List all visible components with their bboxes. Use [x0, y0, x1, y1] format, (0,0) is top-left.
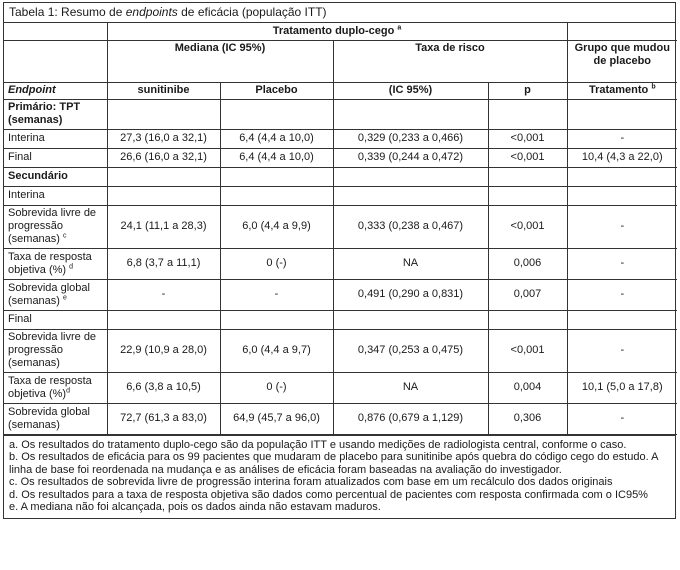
header-row-columns	[4, 82, 677, 99]
cell-ic95: NA	[333, 372, 488, 403]
table-row	[4, 148, 677, 167]
cell-placebo: 6,4 (4,4 a 10,0)	[220, 148, 333, 167]
cell-treatment: -	[567, 279, 677, 310]
section-primary-label: Primário: TPT (semanas)	[4, 99, 107, 129]
cell-p: <0,001	[488, 205, 567, 248]
cell-p: <0,001	[488, 329, 567, 372]
cell-treatment: 10,4 (4,3 a 22,0)	[567, 148, 677, 167]
title-emphasis: endpoints	[125, 5, 178, 19]
table-row	[4, 129, 677, 148]
section-primary	[4, 99, 677, 129]
cell-p: 0,306	[488, 403, 567, 434]
header-row-sub	[4, 40, 677, 82]
cell-placebo: 64,9 (45,7 a 96,0)	[220, 403, 333, 434]
cell-placebo: 6,0 (4,4 a 9,7)	[220, 329, 333, 372]
section-secondary-label: Secundário	[4, 167, 107, 186]
cell-ic95: 0,339 (0,244 a 0,472)	[333, 148, 488, 167]
header-risk-rate: Taxa de risco	[333, 40, 567, 82]
row-label: Final	[4, 148, 107, 167]
section-final-label: Final	[4, 310, 107, 329]
cell-treatment: 10,1 (5,0 a 17,8)	[567, 372, 677, 403]
cell-p: 0,007	[488, 279, 567, 310]
row-label: Sobrevida livre de progressão (semanas) $^c$	[4, 205, 107, 248]
cell-placebo: 0 (-)	[220, 372, 333, 403]
table-row	[4, 403, 677, 434]
footnote-a: a. Os resultados do tratamento duplo-cego são da população ITT e usando medições de radiologista central, conforme o caso.	[9, 438, 627, 451]
footnote-e: e. A mediana não foi alcançada, pois os dados ainda não estavam maduros.	[9, 501, 381, 513]
table-row	[4, 329, 677, 372]
section-interim-label: Interina	[4, 186, 107, 205]
table-row	[4, 205, 677, 248]
cell-placebo: 6,4 (4,4 a 10,0)	[220, 129, 333, 148]
cell-treatment: -	[567, 248, 677, 279]
section-secondary	[4, 167, 677, 186]
cell-p: <0,001	[488, 129, 567, 148]
title-suffix: de eficácia (população ITT)	[177, 5, 327, 19]
cell-p: 0,004	[488, 372, 567, 403]
title-prefix: Tabela 1: Resumo de	[9, 5, 126, 19]
row-label: Sobrevida livre de progressão (semanas)	[4, 329, 107, 372]
table-row	[4, 279, 677, 310]
cell-sunitinibe: -	[107, 279, 220, 310]
header-ic95: (IC 95%)	[333, 82, 488, 99]
row-label: Taxa de resposta objetiva (%)$^d$	[4, 372, 107, 403]
row-label: Sobrevida global (semanas)	[4, 403, 107, 434]
cell-treatment: -	[567, 403, 677, 434]
footnotes	[4, 435, 675, 518]
cell-ic95: 0,347 (0,253 a 0,475)	[333, 329, 488, 372]
cell-sunitinibe: 22,9 (10,9 a 28,0)	[107, 329, 220, 372]
row-label: Interina	[4, 129, 107, 148]
header-median: Mediana (IC 95%)	[107, 40, 333, 82]
cell-placebo: 0 (-)	[220, 248, 333, 279]
header-p: p	[488, 82, 567, 99]
cell-sunitinibe: 6,8 (3,7 a 11,1)	[107, 248, 220, 279]
cell-sunitinibe: 24,1 (11,1 a 28,3)	[107, 205, 220, 248]
header-row-group	[4, 23, 677, 40]
section-final	[4, 310, 677, 329]
header-placebo: Placebo	[220, 82, 333, 99]
cell-placebo: 6,0 (4,4 a 9,9)	[220, 205, 333, 248]
efficacy-table	[4, 23, 677, 435]
header-double-blind: Tratamento duplo-cego $^a$	[107, 23, 567, 40]
footnote-c: c. Os resultados de sobrevida livre de progressão interina foram atualizados com base em um recálculo dos dados originais	[9, 476, 613, 488]
cell-sunitinibe: 27,3 (16,0 a 32,1)	[107, 129, 220, 148]
cell-p: 0,006	[488, 248, 567, 279]
header-treatment: Tratamento $^b$	[567, 82, 677, 99]
header-placebo-group: Grupo que mudou de placebo	[567, 40, 677, 82]
cell-ic95: 0,333 (0,238 a 0,467)	[333, 205, 488, 248]
row-label: Sobrevida global (semanas) $^e$	[4, 279, 107, 310]
cell-sunitinibe: 26,6 (16,0 a 32,1)	[107, 148, 220, 167]
table-title	[4, 3, 675, 23]
cell-sunitinibe: 6,6 (3,8 a 10,5)	[107, 372, 220, 403]
cell-sunitinibe: 72,7 (61,3 a 83,0)	[107, 403, 220, 434]
row-label: Taxa de resposta objetiva (%) $^d$	[4, 248, 107, 279]
table-row	[4, 248, 677, 279]
cell-placebo: -	[220, 279, 333, 310]
footnote-d: d. Os resultados para a taxa de resposta objetiva são dados como percentual de pacientes com resposta confirmada com o IC95%	[9, 488, 648, 501]
header-endpoint: Endpoint	[4, 82, 107, 99]
footnote-b: b. Os resultados de eficácia para os 99 pacientes que mudaram de placebo para sunitinibe após quebra do código cego do estudo. A linha de base foi reordenada na mudança e as análises de eficácia foram baseadas na avaliação do investigador.	[9, 451, 658, 476]
cell-p: <0,001	[488, 148, 567, 167]
efficacy-table-container	[3, 2, 676, 519]
cell-ic95: 0,329 (0,233 a 0,466)	[333, 129, 488, 148]
section-interim	[4, 186, 677, 205]
cell-treatment: -	[567, 205, 677, 248]
header-sunitinibe: sunitinibe	[107, 82, 220, 99]
cell-treatment: -	[567, 129, 677, 148]
cell-ic95: 0,491 (0,290 a 0,831)	[333, 279, 488, 310]
cell-ic95: NA	[333, 248, 488, 279]
cell-ic95: 0,876 (0,679 a 1,129)	[333, 403, 488, 434]
cell-treatment: -	[567, 329, 677, 372]
table-row	[4, 372, 677, 403]
